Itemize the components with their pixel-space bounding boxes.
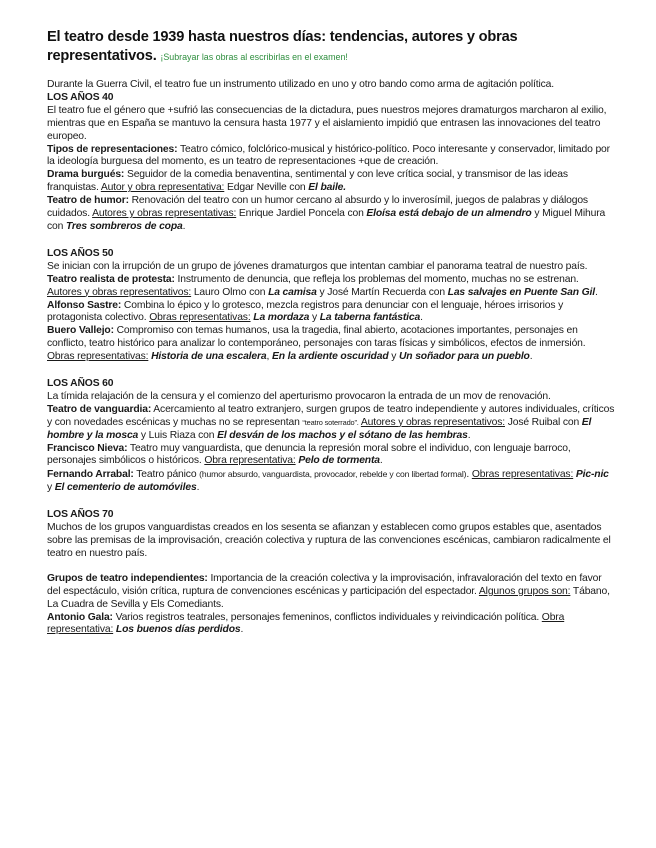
grupos-text-2: Tábano, La Cuadra de Sevilla y Els Comediants. xyxy=(47,585,610,610)
alfonso-sastre xyxy=(47,300,615,326)
vanguardia-underlined: Autores y obras representativos: xyxy=(360,416,505,428)
nieva-end: . xyxy=(379,455,383,467)
antonio-gala xyxy=(47,612,615,638)
buero-underlined: Obras representativas: xyxy=(47,351,149,363)
work-pic-nic: Pic-nic xyxy=(575,469,609,481)
tipos-text: Teatro cómico, folclórico-musical y histórico-político. Poco interesante y conservador, limitado por la ideología burguesa del momento, es un teatro de representaciones +que de creación. xyxy=(47,143,610,168)
gala-underlined: Obra representativa: xyxy=(47,611,565,636)
grupos-underlined: Algunos grupos son: xyxy=(478,585,571,597)
section-40s xyxy=(47,92,615,234)
sastre-underlined: Obras representativas: xyxy=(149,312,251,324)
work-cementerio-automoviles: El cementerio de automóviles xyxy=(54,482,197,494)
work-ardiente-oscuridad: En la ardiente oscuridad xyxy=(271,351,389,363)
drama-text-2: Edgar Neville con xyxy=(224,182,309,194)
protesta-text-3: y José Martín Recuerda con xyxy=(316,286,448,298)
section-40s-intro: El teatro fue el género que +sufrió las consecuencias de la dictadura, pues nuestros mejores dramaturgos marcharon al exilio, mientras que en España se mantuvo la censura hasta 1977 y el aislamiento impidió que entrasen las innovaciones del teatro europeo. xyxy=(47,104,607,142)
section-60s xyxy=(47,378,615,495)
section-heading-70s: LOS AÑOS 70 xyxy=(47,509,114,521)
drama-text: Seguidor de la comedia benaventina, sentimental y con leve crítica social, y transmisor de las ideas franquistas. xyxy=(47,169,568,194)
protesta-end: . xyxy=(594,286,598,298)
tipos-label: Tipos de representaciones: xyxy=(47,143,178,155)
intro-paragraph: Durante la Guerra Civil, el teatro fue un instrumento utilizado en uno y otro bando como arma de agitación política. xyxy=(47,79,554,90)
work-tres-sombreros: Tres sombreros de copa xyxy=(65,220,183,232)
sastre-end: . xyxy=(420,312,423,324)
arrabal-small-note: (humor absurdo, vanguardista, provocador, rebelde y con libertad formal) xyxy=(199,469,467,480)
work-eloisa: Eloísa está debajo de un almendro xyxy=(366,208,532,220)
nieva-text: Teatro muy vanguardista, que denuncia la represión moral sobre el individuo, con lenguaje barroco, personajes simbólicos o históricos. xyxy=(47,442,571,467)
arrabal-text-2: y xyxy=(47,482,55,494)
section-60s-intro: La tímida relajación de la censura y el comienzo del aperturismo provocaron la entrada de un mov de renovación. xyxy=(47,390,551,402)
gala-text: Varios registros teatrales, personajes femeninos, conflictos individuales y reivindicación política. xyxy=(112,611,542,623)
arrabal-text: Teatro pánico xyxy=(133,469,200,481)
section-50s xyxy=(47,248,615,364)
work-la-taberna: La taberna fantástica xyxy=(319,312,421,324)
humor-text-3: y Miguel Mihura con xyxy=(47,208,606,232)
humor-label: Teatro de humor: xyxy=(47,195,129,207)
section-70s-intro: Muchos de los grupos vanguardistas creados en los sesenta se afianzan y establecen como grupos estables que, asentados sobre las premisas de la improvisación, creación colectiva y ruptura de las convenciones escénicas, cambiaron radicalmente el teatro en nuestro país. xyxy=(47,522,611,559)
sastre-text: Combina lo épico y lo grotesco, mezcla registros para denunciar con el lenguaje, héroes irrisorios y protagonista colectivo. xyxy=(47,299,564,324)
arrabal-dot: . xyxy=(466,469,472,481)
work-buenos-dias-perdidos: Los buenos días perdidos xyxy=(115,624,241,636)
arrabal-label: Fernando Arrabal: xyxy=(47,469,134,481)
teatro-vanguardia xyxy=(47,404,615,443)
humor-underlined: Autores y obras representativas: xyxy=(92,208,237,220)
work-desvan-machos: El desván de los machos y el sótano de las hembras xyxy=(217,429,468,441)
buero-vallejo xyxy=(47,325,615,364)
section-heading-40s: LOS AÑOS 40 xyxy=(47,91,114,103)
arrabal-end: . xyxy=(196,482,200,494)
work-la-camisa: La camisa xyxy=(268,286,317,298)
sastre-label: Alfonso Sastre: xyxy=(47,299,122,311)
work-la-mordaza: La mordaza xyxy=(253,312,310,324)
protesta-label: Teatro realista de protesta: xyxy=(47,273,175,285)
document-page xyxy=(47,28,615,637)
buero-comma: , xyxy=(266,351,272,363)
arrabal-underlined: Obras representativas: xyxy=(471,469,574,481)
section-50s-intro: Se inician con la irrupción de un grupo de jóvenes dramaturgos que intentan cambiar el panorama teatral de nuestro país. xyxy=(47,260,588,272)
section-heading-50s: LOS AÑOS 50 xyxy=(47,247,114,259)
protesta-text: Instrumento de denuncia, que refleja los problemas del momento, muchas no se estrenan. xyxy=(174,273,579,285)
humor-text-2: Enrique Jardiel Poncela con xyxy=(236,208,367,220)
humor-text: Renovación del teatro con un humor cercano al absurdo y lo inverosímil, juegos de palabras y diálogos cuidados. xyxy=(47,195,588,220)
section-heading-60s: LOS AÑOS 60 xyxy=(47,378,114,390)
work-las-salvajes: Las salvajes en Puente San Gil xyxy=(447,286,595,298)
work-historia-escalera: Historia de una escalera xyxy=(151,351,267,363)
buero-text-2: y xyxy=(388,351,399,363)
title-text: El teatro desde 1939 hasta nuestros días: tendencias, autores y obras representativos. xyxy=(47,29,518,64)
humor-end: . xyxy=(182,220,186,232)
tipos-representaciones xyxy=(47,144,615,170)
vanguardia-label: Teatro de vanguardia: xyxy=(47,403,152,415)
drama-label: Drama burgués: xyxy=(47,169,125,181)
gala-end: . xyxy=(240,624,244,636)
vanguardia-text-2: José Ruibal con xyxy=(504,416,582,428)
protesta-underlined: Autores y obras representativos: xyxy=(47,286,192,298)
work-pelo-tormenta: Pelo de tormenta xyxy=(298,455,380,467)
vanguardia-text: Acercamiento al teatro extranjero, surgen grupos de teatro independiente y autores individuales, críticos y con novedades escénicas y muchas no se representan xyxy=(47,403,615,428)
document-title xyxy=(47,28,615,66)
buero-label: Buero Vallejo: xyxy=(47,325,114,337)
grupos-label: Grupos de teatro independientes: xyxy=(47,572,208,584)
work-el-baile: El baile. xyxy=(308,182,346,194)
drama-underlined: Autor y obra representativa: xyxy=(100,182,225,194)
buero-text: Compromiso con temas humanos, usa la tragedia, final abierto, acotaciones importantes, personajes en conflicto, teatro histórico para analizar lo contemporáneo, personajes con taras físicas y simbólicos, efectos de inmersión. xyxy=(47,325,586,350)
gala-label: Antonio Gala: xyxy=(47,611,113,623)
grupos-independientes xyxy=(47,573,615,612)
nieva-underlined: Obra representativa: xyxy=(204,455,296,467)
vanguardia-small-note: “teatro soterrado”. xyxy=(302,417,359,427)
exam-note: ¡Subrayar las obras al escribirlas en el examen! xyxy=(160,51,348,62)
sastre-text-2: y xyxy=(309,312,320,324)
vanguardia-text-3: y Luis Riaza con xyxy=(138,429,218,441)
fernando-arrabal xyxy=(47,468,615,495)
section-70s xyxy=(47,509,615,637)
grupos-text: Importancia de la creación colectiva y la improvisación, infravaloración del texto en favor del espectáculo, visión crítica, ruptura de convenciones escénicas y participación del espectador. xyxy=(47,572,602,597)
teatro-humor xyxy=(47,195,615,234)
teatro-protesta xyxy=(47,274,615,300)
nieva-label: Francisco Nieva: xyxy=(47,442,128,454)
work-hombre-mosca: El hombre y la mosca xyxy=(47,416,592,441)
drama-burgues xyxy=(47,169,615,195)
francisco-nieva xyxy=(47,443,615,469)
buero-end: . xyxy=(529,351,533,363)
vanguardia-end: . xyxy=(467,429,471,441)
work-sonador-pueblo: Un soñador para un pueblo xyxy=(398,351,530,363)
protesta-text-2: Lauro Olmo con xyxy=(191,286,269,298)
